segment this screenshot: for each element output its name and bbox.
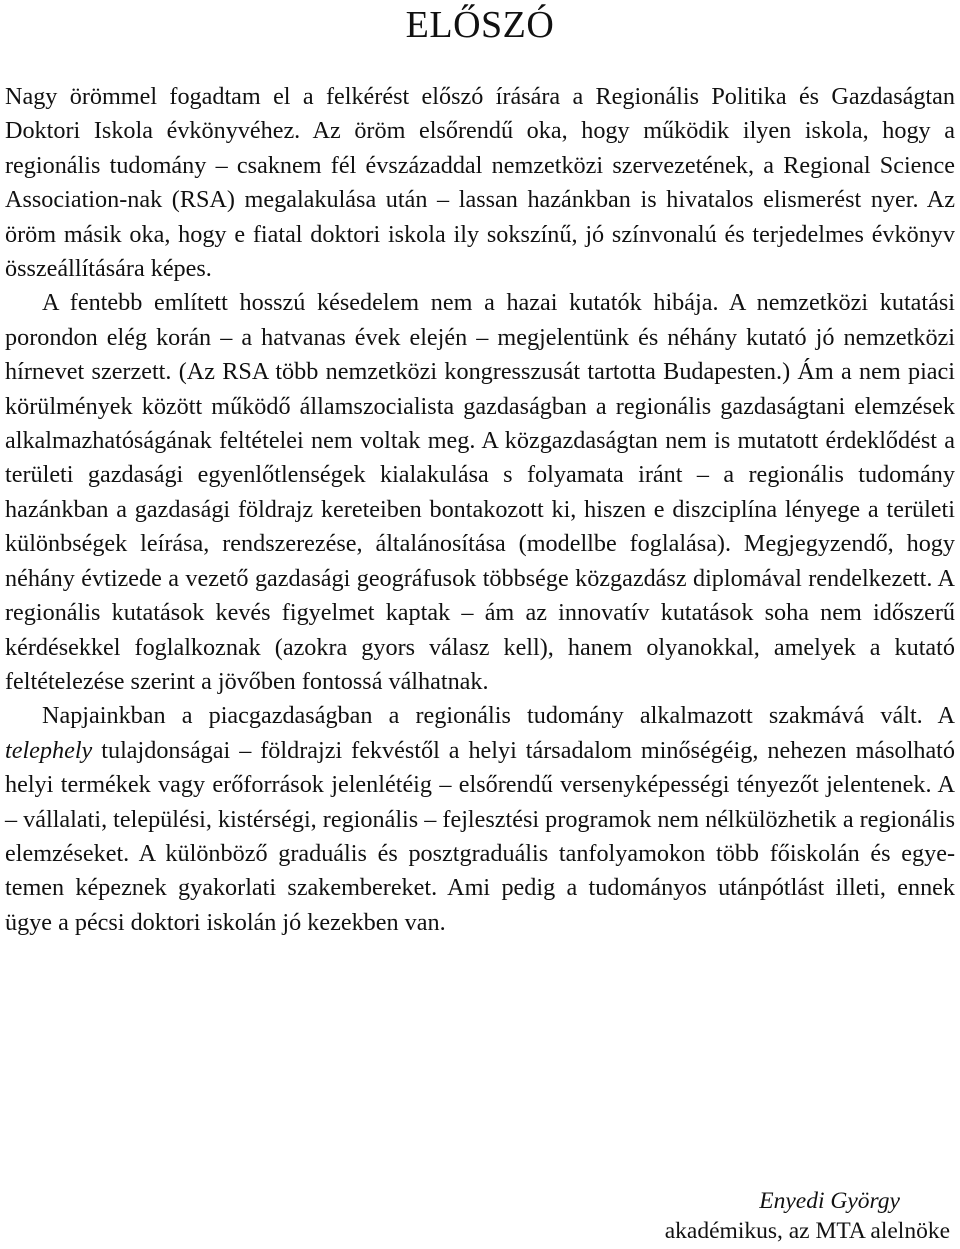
paragraph-text: A fentebb említett hosszú késedelem nem a hazai kutatók hibája. A nemzetközi kutatási porondon elég korán – a hatvanas évek elején – megjelentünk és néhány kutató jó nemzetközi hírnevet szerzett. (Az RSA több nemzetközi kongresszusát tartotta Budapesten.) Ám a nem piaci körülmények között működő államszocialista gazdaságban a regionális gazdaságtani elemzések alkalmazhatóságának feltételei nem voltak meg. A közgazdaságtan nem is mutatott érdeklődést a területi gazdasági egyenlőtlenségek kialakulása s folyamata iránt – a regionális tudomány hazánkban a gazdasági földrajz kereteiben bontakozott ki, hiszen e diszciplína lényege a területi különbségek leírása, rendszerezése, általánosítása (modellbe foglalása). Megjegyzendő, hogy néhány évtizede a vezető gazdasági geográfusok többsége közgazdász diplomával rendelkezett. A regionális kutatások kevés figyelmet kaptak – ám az innovatív kutatások soha nem időszerű kérdésekkel foglalkoznak (azokra gyors válasz kell), hanem olyanokkal, amelyek a kutató feltételezése szerint a jövőben fontossá válhatnak. bbox=[5, 289, 955, 695]
paragraph-text: Napjainkban a piacgazdaságban a regionális tudomány alkalmazott szakmává vált. A bbox=[42, 702, 955, 730]
page-title: ELŐSZÓ bbox=[405, 4, 555, 46]
paragraph-text: tulajdonságai – földrajzi fekvéstől a helyi társadalom minőségéig, nehezen másolható helyi termékek vagy erőforrások jelenlétéig – elsőrendű versenyképességi tényezőt jelentenek. A – vállalati, települési, kistérségi, regionális – fejlesztési programok nem nélkülözhetik a regionális elemzéseket. A különböző graduális és posztgraduális tanfolyamokon több főiskolán és egyetemen képeznek gyakorlati szakembereket. Ami pedig a tudományos utánpótlást illeti, ennek ügye a pécsi doktori iskolán jó kezekben van. bbox=[5, 736, 955, 936]
paragraph-text: Nagy örömmel fogadtam el a felkérést előszó írására a Regionális Politika és Gazdaságtan Doktori Iskola évkönyvéhez. Az öröm elsőrendű oka, hogy működik ilyen iskola, hogy a regionális tudomány – csaknem fél évszázaddal nemzetközi szervezetének, a Regional Science Association-nak (RSA) megalakulása után – lassan hazánkban is hivatalos elismerést nyer. Az öröm másik oka, hogy e fiatal doktori iskola ily sokszínű, jó színvonalú és terjedelmes évkönyv összeállítására képes. bbox=[5, 83, 955, 283]
preface-body bbox=[5, 80, 955, 940]
document-page bbox=[5, 0, 955, 1249]
signature-block bbox=[665, 1186, 950, 1246]
author-name: Enyedi György bbox=[759, 1188, 900, 1214]
author-title: akadémikus, az MTA alelnöke bbox=[664, 1218, 950, 1244]
paragraph-3 bbox=[5, 699, 955, 940]
paragraph-2 bbox=[5, 286, 955, 699]
paragraph-1 bbox=[5, 80, 955, 286]
emphasis-term: telephely bbox=[5, 736, 93, 764]
